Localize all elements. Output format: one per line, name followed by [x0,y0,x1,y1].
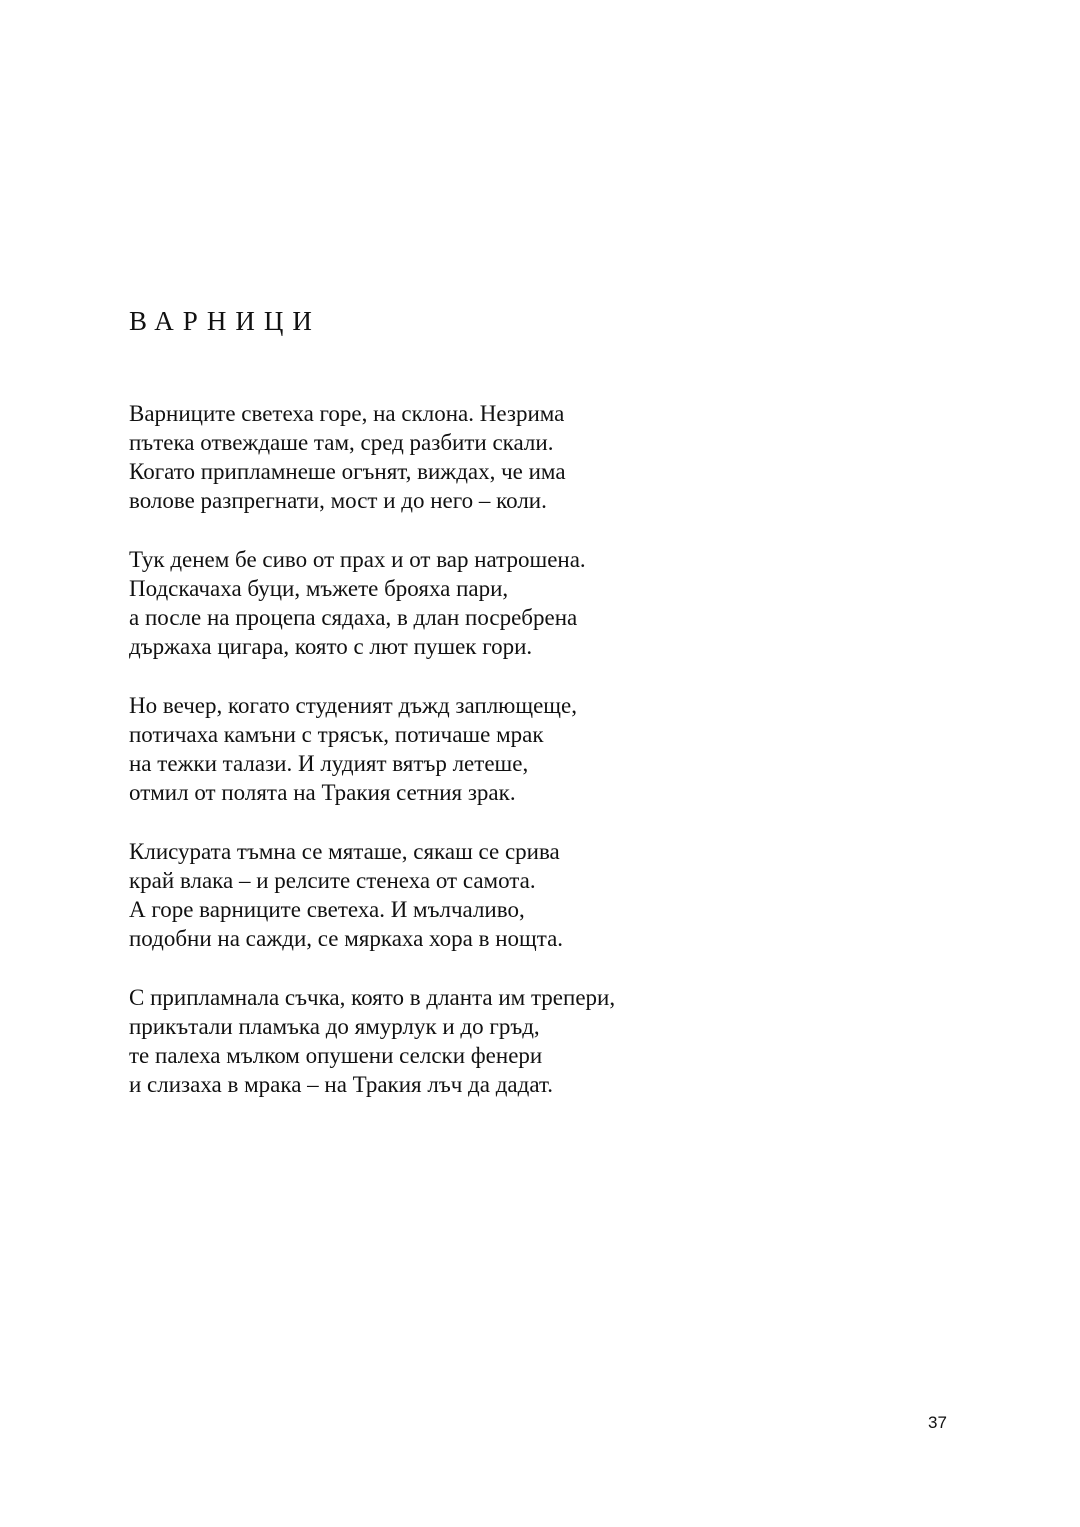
stanza-4 [129,837,929,953]
poem-line: край влака – и релсите стенеха от самота. [129,868,536,893]
poem-line: и слизаха в мрака – на Тракия лъч да дадат. [129,1072,554,1097]
stanza-2 [129,545,929,661]
poem-line: Когато припламнеше огънят, виждах, че има [129,459,566,484]
poem-line: С припламнала съчка, която в дланта им трепери, [129,985,616,1010]
poem-line: подобни на сажди, се мяркаха хора в нощта. [129,926,564,951]
poem-line: потичаха камъни с трясък, потичаше мрак [129,722,544,747]
poem-line: прикътали пламъка до ямурлук и до гръд, [129,1014,540,1039]
stanza-3 [129,691,929,807]
stanza-5 [129,983,929,1099]
poem-line: Тук денем бе сиво от прах и от вар натрошена. [129,547,586,572]
poem-line: държаха цигара, която с лют пушек гори. [129,634,533,659]
stanza-1 [129,399,929,515]
poem-line: Но вечер, когато студеният дъжд заплющеще, [129,693,577,718]
poem-line: пътека отвеждаше там, сред разбити скали. [129,430,554,455]
poem-body [129,399,929,1129]
page-number: 37 [928,1413,947,1432]
poem-line: А горе варниците светеха. И мълчаливо, [129,897,525,922]
poem-line: а после на процепа сядаха, в длан посребрена [129,605,578,630]
poem-line: Подскачаха буци, мъжете брояха пари, [129,576,509,601]
poem-line: на тежки талази. И лудият вятър летеше, [129,751,529,776]
poem-title: ВАРНИЦИ [129,306,321,336]
poem-line: те палеха мълком опушени селски фенери [129,1043,543,1068]
poem-line: отмил от полята на Тракия сетния зрак. [129,780,516,805]
poem-line: Клисурата тъмна се мяташе, сякаш се срива [129,839,560,864]
poem-line: Варниците светеха горе, на склона. Незрима [129,401,565,426]
poem-line: волове разпрегнати, мост и до него – коли. [129,488,547,513]
